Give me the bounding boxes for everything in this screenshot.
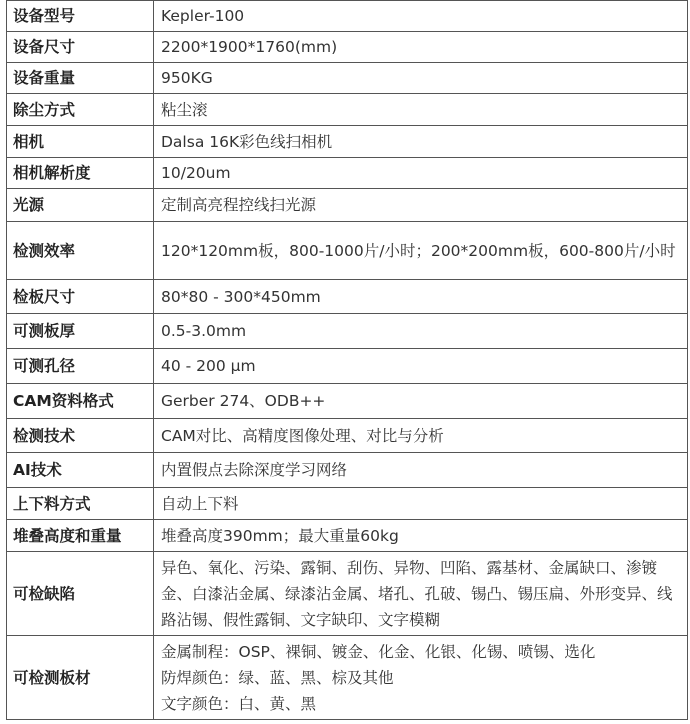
spec-key: 设备尺寸 — [7, 32, 154, 63]
table-row — [7, 636, 688, 720]
spec-key: 光源 — [7, 189, 154, 222]
spec-key: 设备型号 — [7, 1, 154, 32]
material-line: 防焊颜色：绿、蓝、黑、棕及其他 — [161, 668, 394, 687]
spec-value: Kepler-100 — [154, 1, 688, 32]
spec-value: 120*120mm板，800-1000片/小时；200*200mm板，600-800片/小时 — [154, 222, 688, 280]
spec-value: 10/20um — [154, 158, 688, 189]
table-row — [7, 520, 688, 552]
table-row — [7, 1, 688, 32]
spec-table — [6, 0, 688, 720]
spec-key: 可检缺陷 — [7, 552, 154, 636]
table-row — [7, 419, 688, 453]
table-row — [7, 32, 688, 63]
material-line: 金属制程：OSP、裸铜、镀金、化金、化银、化锡、喷锡、选化 — [161, 642, 596, 661]
spec-value: 40 - 200 μm — [154, 349, 688, 384]
table-row — [7, 384, 688, 419]
spec-key: AI技术 — [7, 453, 154, 488]
spec-key: 可检测板材 — [7, 636, 154, 720]
table-row — [7, 314, 688, 349]
table-row — [7, 349, 688, 384]
spec-key: 可测孔径 — [7, 349, 154, 384]
spec-value: 定制高亮程控线扫光源 — [154, 189, 688, 222]
material-line: 文字颜色：白、黄、黑 — [161, 694, 317, 713]
spec-value: 粘尘滚 — [154, 94, 688, 126]
spec-value: 内置假点去除深度学习网络 — [154, 453, 688, 488]
spec-key: 可测板厚 — [7, 314, 154, 349]
table-row — [7, 126, 688, 158]
table-row — [7, 488, 688, 520]
spec-key: 相机解析度 — [7, 158, 154, 189]
table-row — [7, 280, 688, 314]
table-row — [7, 189, 688, 222]
spec-key: 检测效率 — [7, 222, 154, 280]
table-row — [7, 552, 688, 636]
spec-value: CAM对比、高精度图像处理、对比与分析 — [154, 419, 688, 453]
spec-value: Dalsa 16K彩色线扫相机 — [154, 126, 688, 158]
spec-value: 自动上下料 — [154, 488, 688, 520]
spec-value: 异色、氧化、污染、露铜、刮伤、异物、凹陷、露基材、金属缺口、渗镀金、白漆沾金属、绿漆沾金属、堵孔、孔破、锡凸、锡压扁、外形变异、线路沾锡、假性露铜、文字缺印、文字模糊 — [154, 552, 688, 636]
spec-value: 0.5-3.0mm — [154, 314, 688, 349]
table-row — [7, 94, 688, 126]
spec-key: 除尘方式 — [7, 94, 154, 126]
spec-key: 检板尺寸 — [7, 280, 154, 314]
spec-key: 相机 — [7, 126, 154, 158]
table-row — [7, 453, 688, 488]
spec-value: 950KG — [154, 63, 688, 94]
spec-key: 堆叠高度和重量 — [7, 520, 154, 552]
table-row — [7, 158, 688, 189]
spec-value: 80*80 - 300*450mm — [154, 280, 688, 314]
table-row — [7, 222, 688, 280]
spec-key: 设备重量 — [7, 63, 154, 94]
spec-value: 堆叠高度390mm；最大重量60kg — [154, 520, 688, 552]
table-row — [7, 63, 688, 94]
spec-key: CAM资料格式 — [7, 384, 154, 419]
spec-value: Gerber 274、ODB++ — [154, 384, 688, 419]
spec-key: 检测技术 — [7, 419, 154, 453]
spec-key: 上下料方式 — [7, 488, 154, 520]
spec-value — [154, 636, 688, 720]
spec-value: 2200*1900*1760(mm) — [154, 32, 688, 63]
